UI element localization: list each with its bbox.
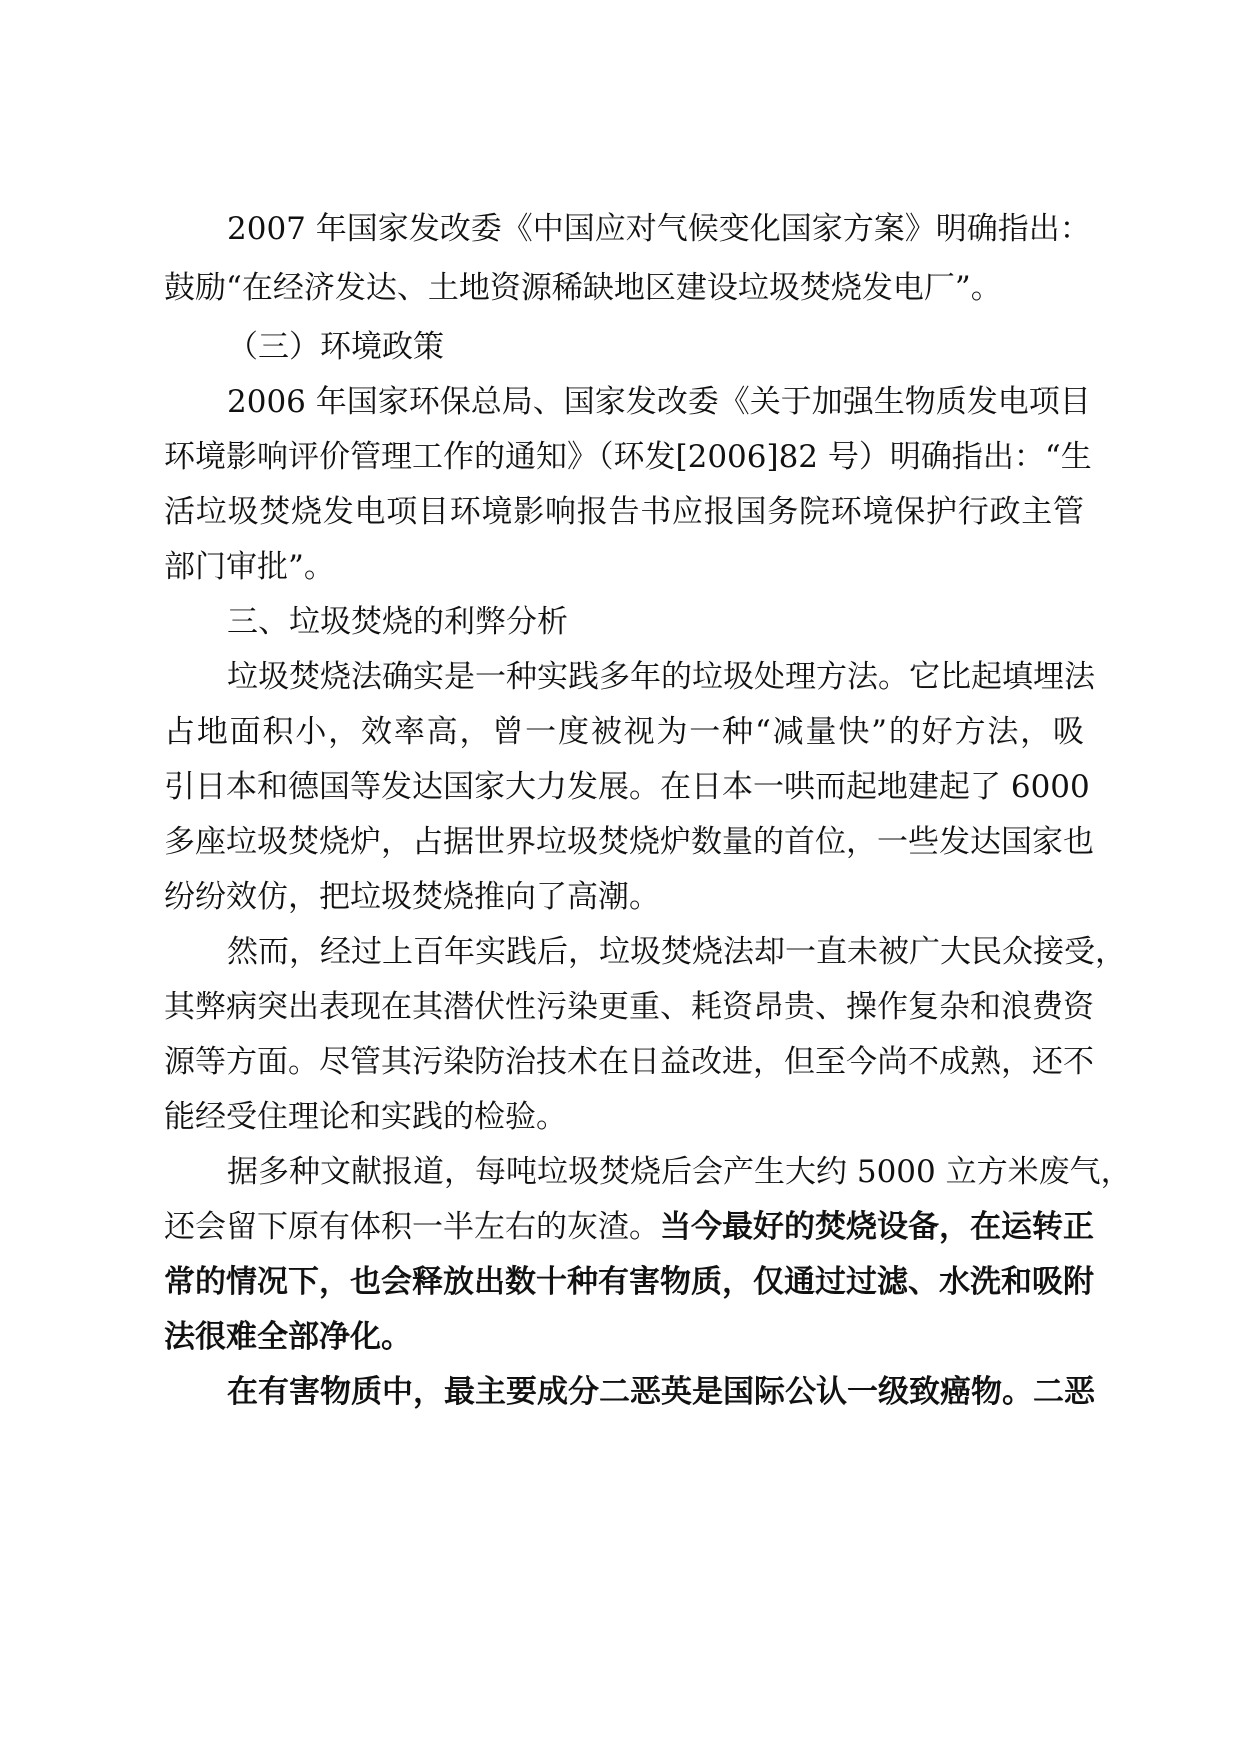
bold-text: 在有害物质中，最主要成分二恶英是国际公认一级致癌物。二恶 (227, 1374, 1095, 1410)
text: 其弊病突出表现在其潜伏性污染更重、耗资昂贵、操作复杂和浪费资 (164, 989, 1094, 1025)
text: 还会留下原有体积一半左右的灰渣。 (164, 1209, 660, 1245)
paragraph-line-bold (227, 1364, 1095, 1420)
bold-text: 法很难全部净化。 (164, 1319, 412, 1355)
text: 部门审批”。 (164, 549, 335, 585)
paragraph-line (164, 704, 1084, 760)
text: 源等方面。尽管其污染防治技术在日益改进，但至今尚不成熟，还不 (164, 1044, 1094, 1080)
paragraph-line (227, 1144, 1132, 1200)
text: 鼓励“在经济发达、土地资源稀缺地区建设垃圾焚烧发电厂”。 (164, 270, 1002, 306)
bold-text: 常的情况下，也会释放出数十种有害物质，仅通过过滤、水洗和吸附 (164, 1264, 1094, 1300)
text: 纷纷效仿，把垃圾焚烧推向了高潮。 (164, 879, 660, 915)
paragraph-line-bold (164, 1309, 1084, 1365)
text: 能经受住理论和实践的检验。 (164, 1099, 567, 1135)
text: 占地面积小，效率高，曾一度被视为一种“减量快”的好方法，吸 (164, 714, 1084, 750)
text: 活垃圾焚烧发电项目环境影响报告书应报国务院环境保护行政主管 (164, 494, 1084, 530)
paragraph-line (227, 201, 1091, 257)
bold-text: 当今最好的焚烧设备，在运转正 (660, 1209, 1094, 1245)
paragraph-line (164, 979, 1094, 1035)
paragraph-line (164, 484, 1084, 540)
paragraph-line (164, 429, 1092, 485)
text: （三）环境政策 (227, 329, 444, 365)
paragraph-line (164, 814, 1094, 870)
text: 垃圾焚烧法确实是一种实践多年的垃圾处理方法。它比起填埋法 (227, 659, 1095, 695)
text: 2006 年国家环保总局、国家发改委《关于加强生物质发电项目 (227, 384, 1091, 420)
paragraph-line-bold (164, 1254, 1094, 1310)
paragraph-line (164, 1199, 1094, 1255)
paragraph-line (164, 539, 1084, 595)
text: 三、垃圾焚烧的利弊分析 (227, 604, 568, 640)
paragraph-line (227, 374, 1091, 430)
paragraph-line (227, 924, 1126, 980)
text: 环境影响评价管理工作的通知》（环发[2006]82 号）明确指出：“生 (164, 439, 1092, 475)
paragraph-line (164, 759, 1090, 815)
paragraph-line (164, 1034, 1094, 1090)
text: 2007 年国家发改委《中国应对气候变化国家方案》明确指出： (227, 211, 1091, 247)
paragraph-line (164, 260, 1084, 316)
paragraph-line (164, 869, 1084, 925)
section-heading (227, 319, 1084, 375)
chapter-heading (227, 594, 1084, 650)
text: 多座垃圾焚烧炉，占据世界垃圾焚烧炉数量的首位，一些发达国家也 (164, 824, 1094, 860)
text: 引日本和德国等发达国家大力发展。在日本一哄而起地建起了 6000 (164, 769, 1090, 805)
paragraph-line (164, 1089, 1084, 1145)
text: 据多种文献报道，每吨垃圾焚烧后会产生大约 5000 立方米废气， (227, 1154, 1132, 1190)
text: 然而，经过上百年实践后，垃圾焚烧法却一直未被广大民众接受， (227, 934, 1126, 970)
paragraph-line (227, 649, 1095, 705)
